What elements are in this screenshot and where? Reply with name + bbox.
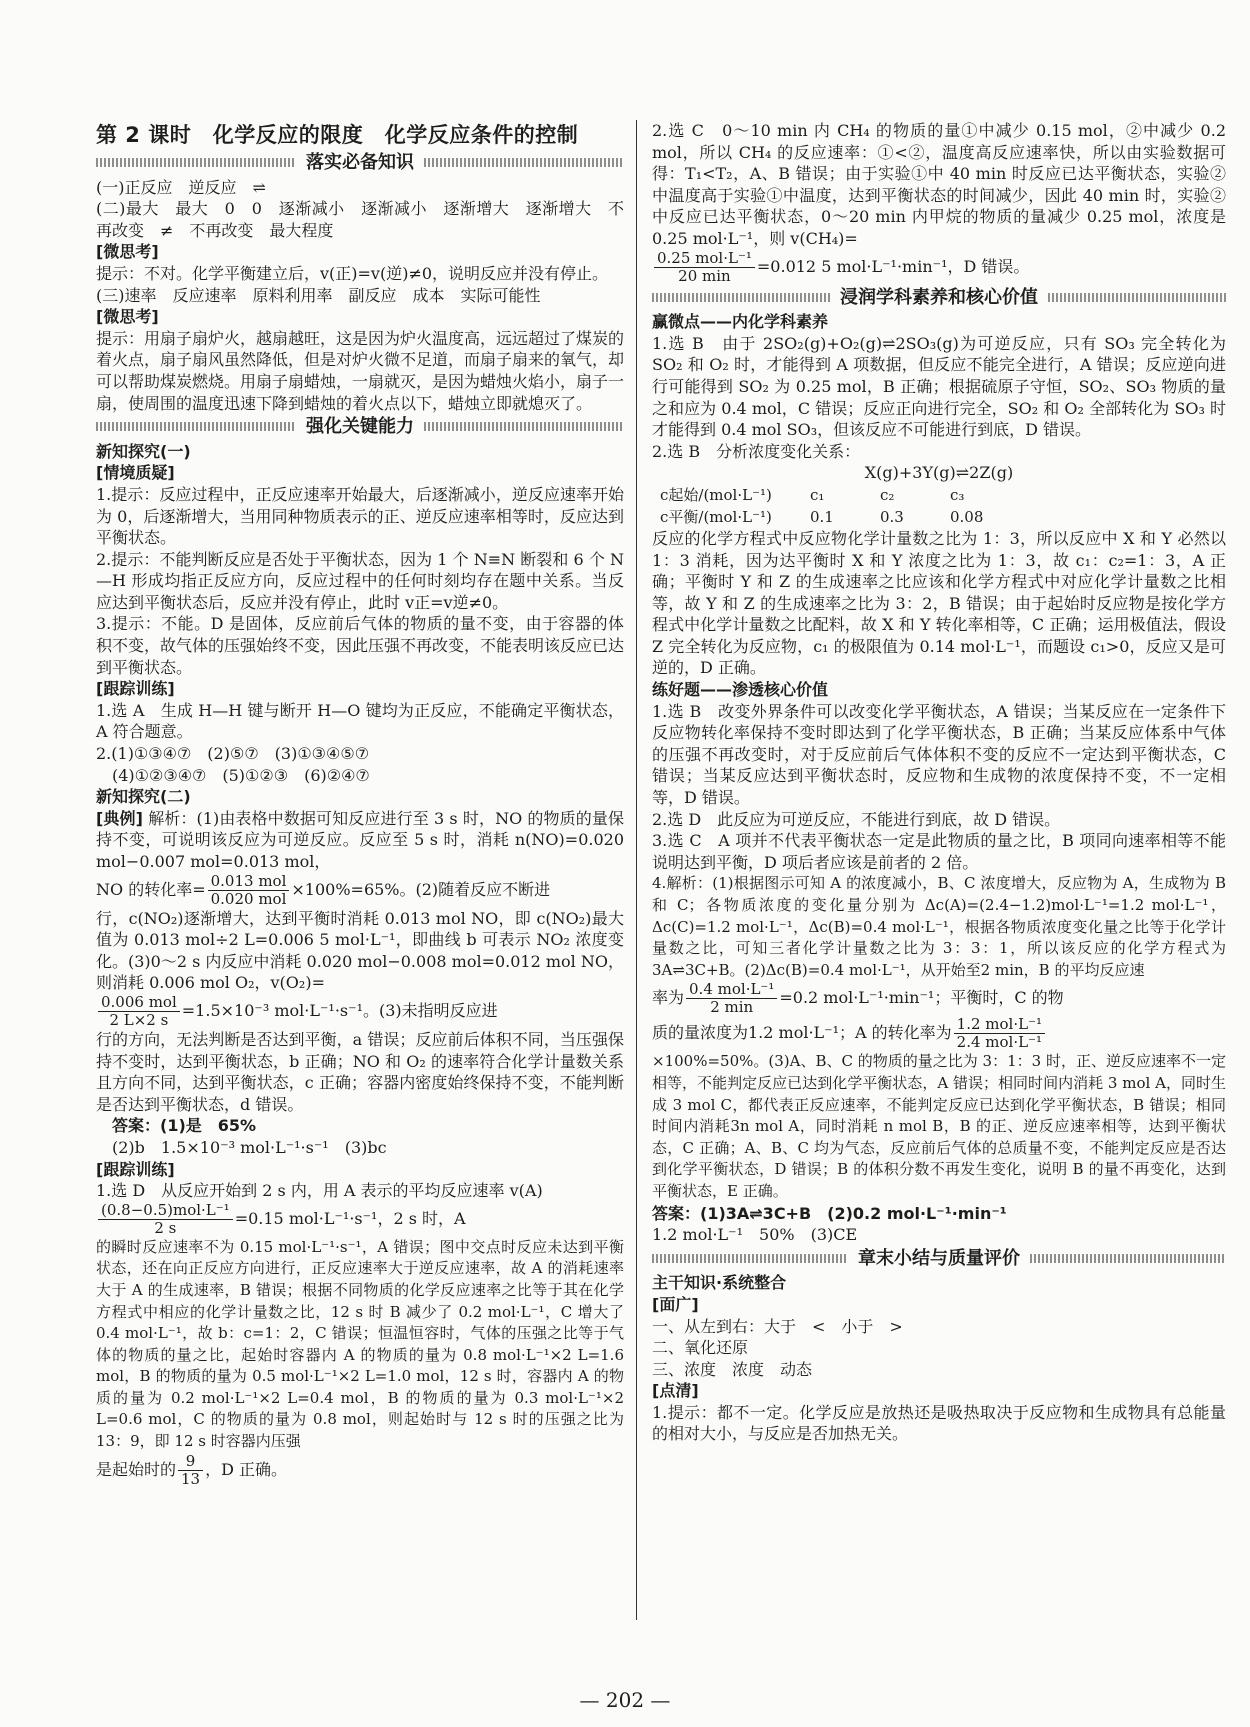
d-item-1b: =0.15 mol·L⁻¹·s⁻¹，2 s 时，A <box>234 1208 466 1228</box>
practice-item-4: 4.解析：(1)根据图示可知 A 的浓度减小，B、C 浓度增大，反应物为 A，生成物为 B 和 C；各物质浓度的变化量分别为 Δc(A)=(2.4−1.2)mol·L⁻¹=1.2 mol·L⁻¹，Δc(C)=1.2 mol·L⁻¹，Δc(B)=0.4 mol·L⁻¹，根据各物质浓度变化量之比等于化学计量数之比，可知三者化学计量数之比为 3：3：1，所以该反应的化学方程式为 3A⇌3C+B。(2)Δc(B)=0.4 mol·L⁻¹，从开始至2 min，B 的平均反应速 <box>652 874 1226 979</box>
d-item-3 <box>96 1453 624 1488</box>
d-item-3a: 是起始时的 <box>96 1459 177 1479</box>
point-item-1: 1.提示：都不一定。化学反应是放热还是吸热取决于反应物和生成物具有总能量的相对大小，与反应是否加热无关。 <box>652 1402 1226 1444</box>
face-item-2: 二、氧化还原 <box>652 1338 749 1358</box>
win-item-2: 2.选 B 分析浓度变化关系： <box>652 441 861 461</box>
table-cell: c₃ <box>950 485 965 504</box>
track-item-2a: 2.(1)①③④⑦ (2)⑤⑦ (3)①③④⑤⑦ <box>96 744 370 764</box>
example-text-2b: ×100%=65%。(2)随着反应不断进 <box>291 879 551 899</box>
track-item-1: 1.选 A 生成 H—H 键与断开 H—O 键均为正反应，不能确定平衡状态，A 符合题意。 <box>96 700 624 742</box>
fraction-denominator: 2 s <box>154 1218 177 1237</box>
table-cell: c₂ <box>880 485 895 504</box>
section-banner-ability <box>96 416 624 438</box>
answer-line-b: 1.2 mol·L⁻¹ 50% (3)CE <box>652 1225 858 1245</box>
c-item-2b: =0.012 5 mol·L⁻¹·min⁻¹，D 错误。 <box>756 256 1030 276</box>
fraction-denominator: 2 L×2 s <box>109 1010 169 1029</box>
example-text-4b: =1.5×10⁻³ mol·L⁻¹·s⁻¹。(3)未指明反应进 <box>181 1000 498 1020</box>
example-para-5: 行的方向，无法判断是否达到平衡，a 错误；反应前后体积不同，当压强保持不变时，达到平衡状态，b 正确；NO 和 O₂ 的速率符合化学计量数关系且方向不同，达到平衡状态，c 正确；容器内密度始终保持不变，不能判断是否达到平衡状态，d 错误。 <box>96 1029 624 1114</box>
table-cell: 0.1 <box>810 507 834 526</box>
table-cell: c起始/(mol·L⁻¹) <box>660 485 772 504</box>
fraction-numerator: 0.006 mol <box>98 994 180 1012</box>
think-answer-1: 提示：不对。化学平衡建立后，v(正)=v(逆)≠0，说明反应并没有停止。 <box>96 263 609 283</box>
c-item-2-frac <box>652 250 1226 285</box>
d-item-1-frac <box>96 1202 624 1237</box>
column-divider <box>636 120 637 1620</box>
fraction-denominator: 2 min <box>710 998 754 1017</box>
think-label: [微思考] <box>96 242 159 262</box>
situation-item-1: 1.提示：反应过程中，正反应速率开始最大，后逐渐减小，逆反应速率开始为 0，后逐渐增大，当用同种物质表示的正、逆反应速率相等时，反应达到平衡状态。 <box>96 484 624 548</box>
practice-label: 练好题——渗透核心价值 <box>652 680 829 700</box>
explore-2-heading: 新知探究(二) <box>96 787 191 807</box>
fraction-numerator: 1.2 mol·L⁻¹ <box>954 1016 1045 1034</box>
conversion-prefix: 质的量浓度为1.2 mol·L⁻¹；A 的转化率为 <box>652 1023 952 1043</box>
example-para-1 <box>96 808 624 873</box>
c-item-2: 2.选 C 0～10 min 内 CH₄ 的物质的量①中减少 0.15 mol，②中减少 0.2 mol，所以 CH₄ 的反应速率：①<②，温度高反应速率快，所以由实验数据可得：T₁<T₂，A、B 错误；由于实验①中 40 min 时反应已达平衡状态，实验②中温度高于实验①中温度，达到平衡状态的时间减少，因此 40 min 时，实验②中反应已达平衡状态，0～20 min 内甲烷的物质的量减少 0.25 mol，浓度是 0.25 mol·L⁻¹，则 v(CH₄)= <box>652 121 1226 248</box>
concentration-table <box>652 484 1226 528</box>
explore-1-heading: 新知探究(一) <box>96 441 191 461</box>
situation-item-2: 2.提示：不能判断反应是否处于平衡状态，因为 1 个 N≡N 断裂和 6 个 N—H 形成均指正反应方向，反应过程中的任何时刻均存在题中关系。当反应达到平衡状态后，反应并没有停止，此时 v正=v逆≠0。 <box>96 549 624 612</box>
fraction <box>178 1453 203 1488</box>
table-cell: 0.08 <box>950 507 984 526</box>
win-item-1: 1.选 B 由于 2SO₂(g)+O₂(g)⇌2SO₃(g)为可逆反应，只有 SO₃ 完全转化为 SO₂ 和 O₂ 时，才能得到 A 项数据，但反应不能完全进行，A 错误；反应逆向进行可能得到 SO₂ 为 0.25 mol，B 正确；根据硫原子守恒，SO₂、SO₃ 物质的量之和应为 0.4 mol，C 错误；反应正向进行完全，SO₂ 和 O₂ 全部转化为 SO₃ 时才能得到 0.4 mol SO₃，但该反应不可能进行到底，D 错误。 <box>652 333 1226 440</box>
lesson-title: 第 2 课时 化学反应的限度 化学反应条件的控制 <box>96 123 579 147</box>
example-text-1: 解析：(1)由表格中数据可知反应进行至 3 s 时，NO 的物质的量保持不变，可说明该反应为可逆反应。反应至 5 s 时，消耗 n(NO)=0.020 mol−0.007 mol=0.013 mol， <box>96 808 624 871</box>
practice-item-1: 1.选 B 改变外界条件可以改变化学平衡状态，A 错误；当某反应在一定条件下反应物转化率保持不变时即达到了化学平衡状态，B 正确；当某反应体系中气体的压强不再改变时，对于反应前后气体体积不变的反应不一定达到平衡状态，C 错误；当某反应达到平衡状态时，反应物和生成物的浓度保持不变，不一定相等，D 错误。 <box>652 701 1226 808</box>
section-title: 章末小结与质量评价 <box>858 1247 1020 1269</box>
fraction-denominator: 0.020 mol <box>210 889 287 908</box>
section-title: 强化关键能力 <box>306 416 414 438</box>
answer-line-1: 答案：(1)是 65% <box>112 1116 257 1136</box>
win-label: 赢微点——内化学科素养 <box>652 312 829 332</box>
fraction-denominator: 20 min <box>678 266 731 285</box>
example-para-3: 行，c(NO₂)逐渐增大，达到平衡时消耗 0.013 mol NO，即 c(NO₂)最大值为 0.013 mol÷2 L=0.006 5 mol·L⁻¹，即曲线 b 可表示 NO₂ 浓度变化。(3)0～2 s 内反应中消耗 0.020 mol−0.008 mol=0.012 mol NO，则消耗 0.006 mol O₂，v(O₂)= <box>96 908 624 993</box>
point-label: [点清] <box>652 1381 699 1401</box>
track-item-2b: (4)①②③④⑦ (5)①②③ (6)②④⑦ <box>112 765 370 785</box>
practice-item-4-conversion <box>652 1016 1226 1051</box>
fraction-denominator: 2.4 mol·L⁻¹ <box>956 1033 1043 1052</box>
face-label: [面广] <box>652 1294 699 1314</box>
page <box>96 120 1226 1680</box>
answer-line-2: (2)b 1.5×10⁻³ mol·L⁻¹·s⁻¹ (3)bc <box>112 1137 387 1157</box>
rate-prefix: 率为 <box>652 988 685 1008</box>
knowledge-line-2: (二)最大 最大 0 0 逐渐减小 逐渐减小 逐渐增大 逐渐增大 不再改变 ≠ 不再改变 最大程度 <box>96 199 624 240</box>
example-para-2 <box>96 873 624 908</box>
fraction-denominator: 13 <box>181 1469 201 1488</box>
right-column <box>652 120 1226 1445</box>
d-item-1: 1.选 D 从反应开始到 2 s 内，用 A 表示的平均反应速率 v(A) <box>96 1181 543 1201</box>
practice-item-2: 2.选 D 此反应为可逆反应，不能进行到底，故 D 错误。 <box>652 809 1061 829</box>
track-label: [跟踪训练] <box>96 679 175 699</box>
d-item-2: 的瞬时反应速率不为 0.15 mol·L⁻¹·s⁻¹，A 错误；图中交点时反应未达到平衡状态，还在向正反应方向进行，正反应速率大于逆反应速率，故 A 的消耗速率大于 A 的生成速率，B 错误；根据不同物质的化学反应速率之比等于其在化学方程式中相应的化学计量数之比，12 s 时 B 减少了 0.2 mol·L⁻¹，C 增大了 0.4 mol·L⁻¹，故 b：c=1：2，C 错误；恒温恒容时，气体的压强之比等于气体的物质的量之比，起始时容器内 A 的物质的量为 0.8 mol·L⁻¹×2 L=1.6 mol，B 的物质的量为 0.5 mol·L⁻¹×2 L=1.0 mol，12 s 时，容器内 A 的物质的量为 0.2 mol·L⁻¹×2 L=0.4 mol，B 的物质的量为 0.3 mol·L⁻¹×2 L=0.6 mol，C 的物质的量为 0.8 mol，则起始时与 12 s 时的压强之比为13：9，即 12 s 时容器内压强 <box>96 1237 624 1451</box>
fraction <box>954 1016 1045 1051</box>
track-label-2: [跟踪训练] <box>96 1159 175 1179</box>
fraction <box>208 873 290 908</box>
section-banner-knowledge <box>96 152 624 174</box>
face-item-3: 三、浓度 浓度 动态 <box>652 1359 813 1379</box>
example-para-4 <box>96 994 624 1029</box>
situation-item-3: 3.提示：不能。D 是固体，反应前后气体的物质的量不变，由于容器的体积不变，故气体的压强始终不变，因此压强不再改变，不能表明该反应已达到平衡状态。 <box>96 614 625 677</box>
fraction <box>98 1202 233 1237</box>
think-answer-2: 提示：用扇子扇炉火，越扇越旺，这是因为炉火温度高，远远超过了煤炭的着火点，扇子扇风虽然降低，但是对炉火微不足道，而扇子扇来的氧气，却可以帮助煤炭燃烧。用扇子扇蜡烛，一扇就灭，是因为蜡烛火焰小，扇子一扇，使周围的温度迅速下降到蜡烛的着火点以下，蜡烛立即就熄灭了。 <box>96 328 625 413</box>
example-label: [典例] <box>96 808 143 828</box>
knowledge-line-1: (一)正反应 逆反应 ⇌ <box>96 177 266 197</box>
fraction-numerator: 0.013 mol <box>208 873 290 891</box>
fraction <box>686 981 777 1016</box>
fraction-numerator: 9 <box>178 1453 203 1471</box>
main-knowledge-label: 主干知识·系统整合 <box>652 1273 787 1293</box>
practice-item-3: 3.选 C A 项并不代表平衡状态一定是此物质的量之比，B 项同向速率相等不能说明达到平衡，D 项后者应该是前者的 2 倍。 <box>652 831 1226 872</box>
fraction-numerator: (0.8−0.5)mol·L⁻¹ <box>98 1202 233 1220</box>
section-title: 浸润学科素养和核心价值 <box>840 286 1038 308</box>
page-number: — 202 — <box>579 1688 671 1712</box>
table-cell: c平衡/(mol·L⁻¹) <box>660 507 772 526</box>
table-cell: c₁ <box>810 485 825 504</box>
fraction <box>654 250 755 285</box>
fraction-numerator: 0.4 mol·L⁻¹ <box>686 981 777 999</box>
d-item-3b: ，D 正确。 <box>205 1459 288 1479</box>
answer-line-a: 答案：(1)3A⇌3C+B (2)0.2 mol·L⁻¹·min⁻¹ <box>652 1203 1007 1223</box>
rate-suffix: =0.2 mol·L⁻¹·min⁻¹；平衡时，C 的物 <box>779 988 1064 1008</box>
table-cell: 0.3 <box>880 507 904 526</box>
equation: X(g)+3Y(g)⇌2Z(g) <box>864 463 1014 483</box>
practice-item-4-rest: ×100%=50%。(3)A、B、C 的物质的量之比为 3：1：3 时，正、逆反应速率不一定相等，不能判定反应已达到化学平衡状态，A 错误；相同时间内消耗 3 mol A，同时生成 3 mol C，都代表正反应速率，不能判定反应已达到化学平衡状态，B 错误；相同时间内消耗3n mol A，同时消耗 n mol B，B 的正、逆反应速率相等，达到平衡状态，C 正确；A、B、C 均为气态，反应前后气体的总质量不变，不能判定反应是否达到化学平衡状态，D 错误；B 的体积分数不再发生变化，说明 B 的量不再变化，达到平衡状态，E 正确。 <box>652 1052 1226 1200</box>
section-banner-literacy <box>652 287 1226 309</box>
face-item-1: 一、从左到右：大于 < 小于 > <box>652 1316 903 1336</box>
section-title: 落实必备知识 <box>306 152 414 173</box>
fraction <box>98 994 180 1029</box>
think-label: [微思考] <box>96 307 159 327</box>
practice-item-4-rate <box>652 981 1226 1016</box>
example-text-2a: NO 的转化率= <box>96 879 206 899</box>
left-column <box>96 120 624 1488</box>
win-item-2-analysis: 反应的化学方程式中反应物化学计量数之比为 1：3，所以反应中 X 和 Y 必然以 1：3 消耗，因为达平衡时 X 和 Y 浓度之比为 1：3，故 c₁：c₂=1：3，A 正确；平衡时 Y 和 Z 的生成速率之比应该和化学方程式中对应化学计量数之比相等，故 Y 和 Z 的生成速率之比为 3：2，B 错误；由于起始时反应物是按化学方程式中化学计量数之比配料，故 X 和 Y 转化率相等，C 正确；运用极值法，假设 Z 完全转化为反应物，c₁ 的极限值为 0.14 mol·L⁻¹，而题设 c₁>0，反应又是可逆的，D 正确。 <box>652 528 1226 678</box>
situation-label: [情境质疑] <box>96 463 175 483</box>
section-banner-summary <box>652 1248 1226 1270</box>
knowledge-line-3: (三)速率 反应速率 原料利用率 副反应 成本 实际可能性 <box>96 285 541 305</box>
fraction-numerator: 0.25 mol·L⁻¹ <box>654 250 755 268</box>
